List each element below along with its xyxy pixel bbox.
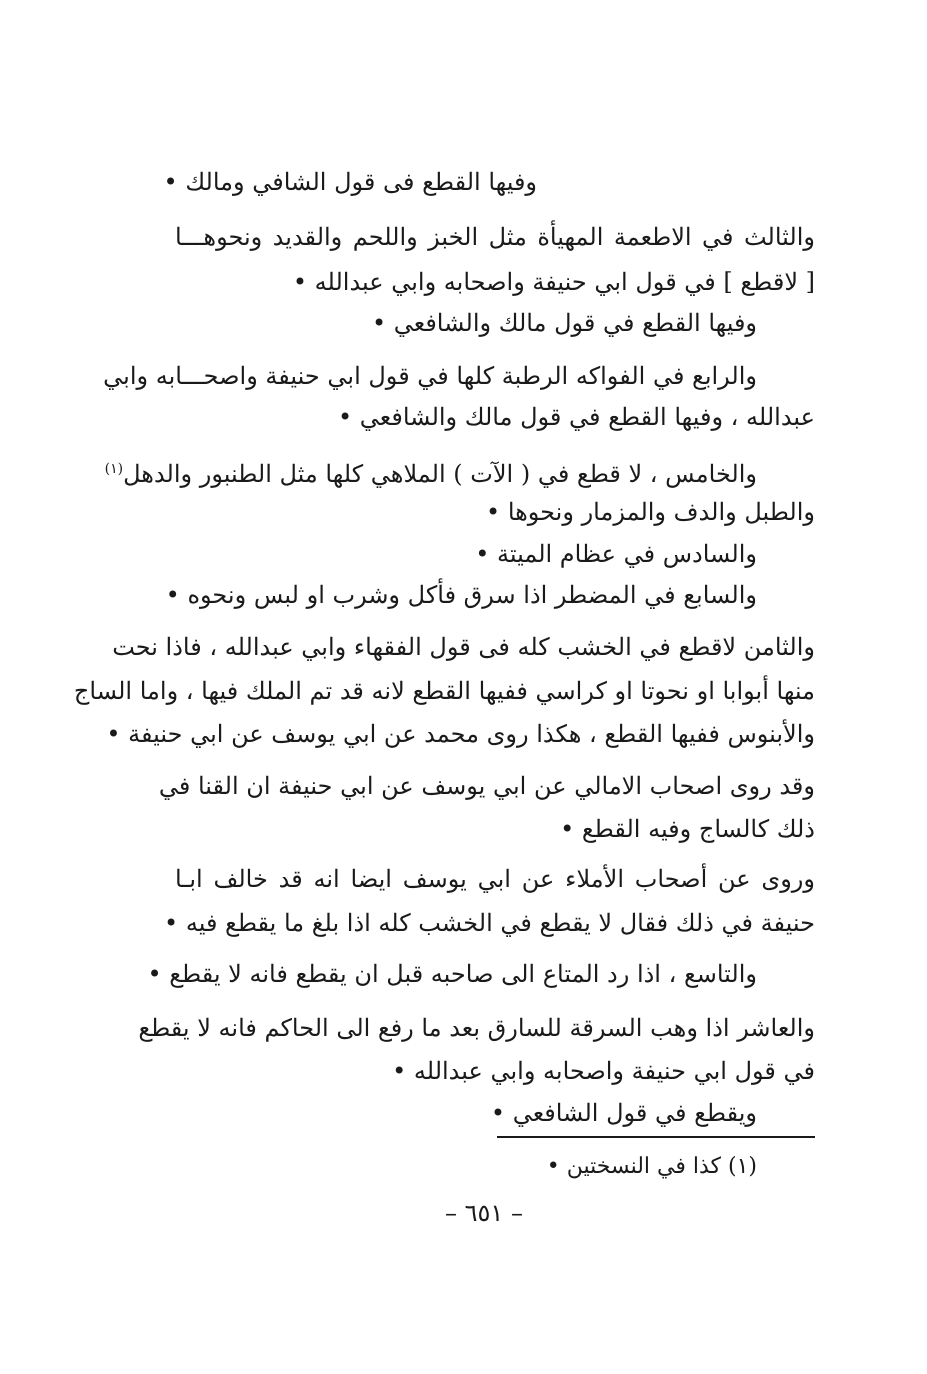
text-line: والخامس ، لا قطع في ( الآت ) الملاهي كلها مثل الطنبور والدهل (123, 460, 757, 488)
footnote: (١) كذا في النسختين • (546, 1154, 757, 1179)
text-line: والسادس في عظام الميتة • (475, 540, 757, 568)
text-line: والثالث في الاطعمة المهيأة مثل الخبز واللحم والقديد ونحوهـــا (175, 223, 815, 251)
text-line-with-footnote (105, 450, 757, 493)
text-line: منها أبوابا او نحوتا او كراسي ففيها القطع لانه قد تم الملك فيها ، واما الساج (73, 677, 815, 705)
footnote-marker: (١) (104, 461, 124, 477)
text-line: والرابع في الفواكه الرطبة كلها في قول ابي حنيفة واصحـــابه وابي (103, 362, 757, 390)
text-line: والعاشر اذا وهب السرقة للسارق بعد ما رفع الى الحاكم فانه لا يقطع (138, 1014, 815, 1042)
text-line: والسابع في المضطر اذا سرق فأكل وشرب او لبس ونحوه • (165, 581, 757, 609)
text-line: [ لاقطع ] في قول ابي حنيفة واصحابه وابي عبدالله • (292, 268, 815, 296)
page-number: – ٦٥١ – (445, 1199, 523, 1227)
text-line: حنيفة في ذلك فقال لا يقطع في الخشب كله اذا بلغ ما يقطع فيه • (164, 909, 815, 937)
text-line: والطبل والدف والمزمار ونحوها • (486, 498, 815, 526)
text-line: ذلك كالساج وفيه القطع • (560, 815, 815, 843)
text-line: وفيها القطع فى قول الشافي ومالك • (163, 168, 537, 196)
text-line: وفيها القطع في قول مالك والشافعي • (371, 309, 757, 337)
text-line: عبدالله ، وفيها القطع في قول مالك والشافعي • (338, 403, 815, 431)
text-line: والثامن لاقطع في الخشب كله فى قول الفقهاء وابي عبدالله ، فاذا نحت (112, 633, 815, 661)
footnote-separator (497, 1136, 815, 1138)
text-line: والتاسع ، اذا رد المتاع الى صاحبه قبل ان يقطع فانه لا يقطع • (147, 960, 757, 988)
text-line: في قول ابي حنيفة واصحابه وابي عبدالله • (392, 1057, 815, 1085)
text-line: وقد روى اصحاب الامالي عن ابي يوسف عن ابي حنيفة ان القنا في (158, 772, 815, 800)
text-line: ويقطع في قول الشافعي • (490, 1099, 757, 1127)
text-line: وروى عن أصحاب الأملاء عن ابي يوسف ايضا انه قد خالف ابـا (175, 865, 815, 893)
text-line: والأبنوس ففيها القطع ، هكذا روى محمد عن ابي يوسف عن ابي حنيفة • (106, 720, 815, 748)
